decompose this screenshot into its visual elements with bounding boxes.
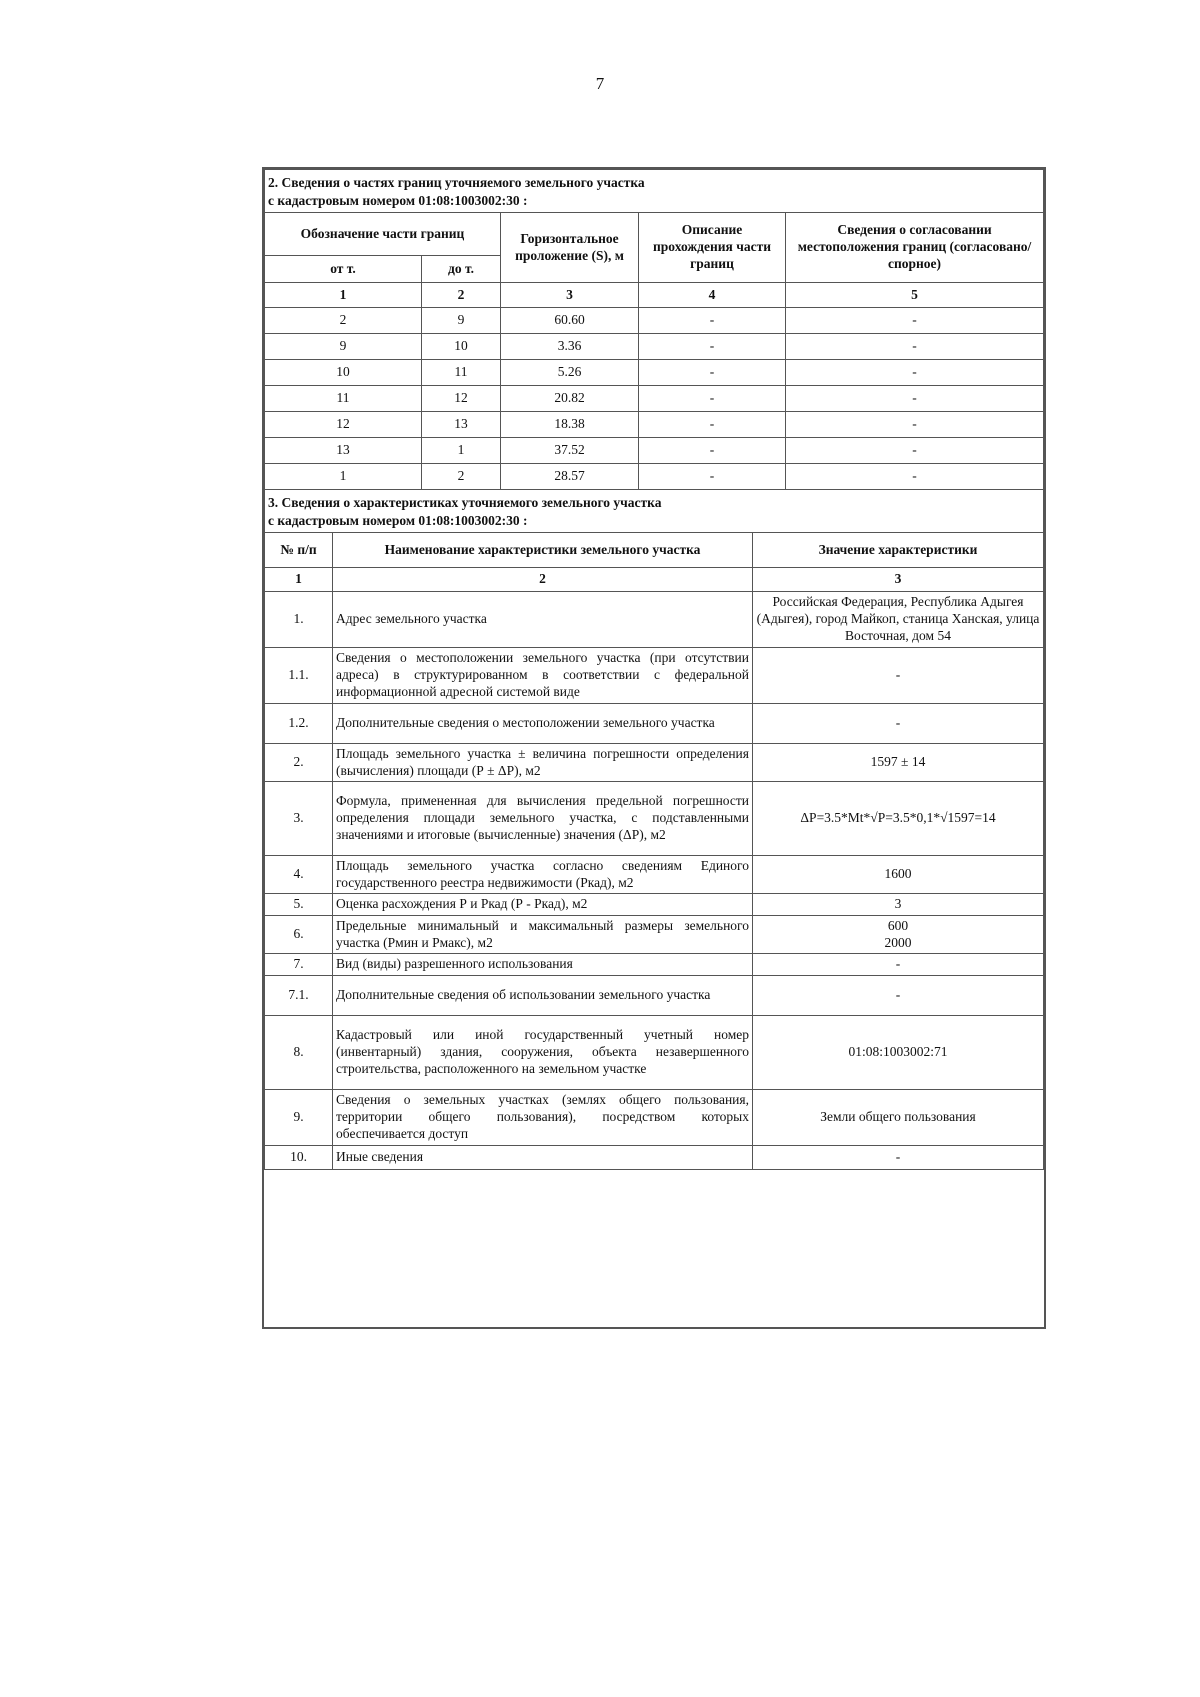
table-row: 7.1. Дополнительные сведения об использовании земельного участка - — [265, 976, 1044, 1016]
col-index: № п/п — [265, 533, 333, 568]
table-row: 1.1. Сведения о местоположении земельного участка (при отсутствии адреса) в структурированном в соответствии с федеральной информационной адресной системой виде - — [265, 648, 1044, 704]
min-size-value: 600 — [887, 917, 909, 933]
table-row: 1.2. Дополнительные сведения о местоположении земельного участка - — [265, 704, 1044, 744]
table-row: 9 10 3.36 - - — [265, 334, 1044, 360]
col-characteristic-name: Наименование характеристики земельного участка — [333, 533, 753, 568]
table-row: 5. Оценка расхождения Р и Ркад (Р - Ркад), м2 3 — [265, 894, 1044, 916]
table-row: 12 13 18.38 - - — [265, 412, 1044, 438]
table-row: 13 1 37.52 - - — [265, 438, 1044, 464]
characteristics-table — [264, 489, 1044, 1170]
boundary-parts-table — [264, 169, 1044, 490]
page-number: 7 — [595, 74, 605, 93]
table-row: 3. Формула, примененная для вычисления предельной погрешности определения площади земельного участка, с подставленными значениями и итоговые (вычисленные) значения (ΔР), м2 ΔР=3.5*Mt*√Р=3.5*0,1*√1597=14 — [265, 782, 1044, 856]
col-from-point: от т. — [265, 256, 422, 283]
document-frame — [262, 167, 1046, 1329]
table-row: 8. Кадастровый или иной государственный учетный номер (инвентарный) здания, сооружения, объекта незавершенного строительства, расположенного на земельном участке 01:08:1003002:71 — [265, 1016, 1044, 1090]
table-row: 7. Вид (виды) разрешенного использования - — [265, 954, 1044, 976]
table-row: 4. Площадь земельного участка согласно сведениям Единого государственного реестра недвижимости (Ркад), м2 1600 — [265, 856, 1044, 894]
column-number-row: 1 2 3 — [265, 568, 1044, 592]
table-row: 2 9 60.60 - - — [265, 308, 1044, 334]
col-description: Описание прохождения части границ — [639, 213, 786, 283]
table-row: 1 2 28.57 - - — [265, 464, 1044, 490]
column-number-row: 1 2 3 4 5 — [265, 283, 1044, 308]
col-horizontal-length: Горизонтальное проложение (S), м — [501, 213, 639, 283]
table-row: 1. Адрес земельного участка Российская Федерация, Республика Адыгея (Адыгея), город Майкоп, станица Ханская, улица Восточная, дом 54 — [265, 592, 1044, 648]
section3-heading: 3. Сведения о характеристиках уточняемого земельного участка с кадастровым номером 01:08:1003002:30 : — [265, 490, 1044, 533]
table-row: 10 11 5.26 - - — [265, 360, 1044, 386]
col-agreement: Сведения о согласовании местоположения границ (согласовано/спорное) — [786, 213, 1044, 283]
section2-heading: 2. Сведения о частях границ уточняемого земельного участка с кадастровым номером 01:08:1003002:30 : — [265, 170, 1044, 213]
col-to-point: до т. — [422, 256, 501, 283]
table-row: 11 12 20.82 - - — [265, 386, 1044, 412]
table-row: 2. Площадь земельного участка ± величина погрешности определения (вычисления) площади (Р ± ΔР), м2 1597 ± 14 — [265, 744, 1044, 782]
col-characteristic-value: Значение характеристики — [753, 533, 1044, 568]
table-row: 10. Иные сведения - — [265, 1146, 1044, 1170]
table-row: 9. Сведения о земельных участках (землях общего пользования, территории общего пользования), посредством которых обеспечивается доступ Земли общего пользования — [265, 1090, 1044, 1146]
table-row: 6. Предельные минимальный и максимальный размеры земельного участка (Рмин и Рмакс), м2 600 2000 — [265, 916, 1044, 954]
col-part-designation: Обозначение части границ — [265, 213, 501, 256]
max-size-value: 2000 — [884, 934, 912, 950]
